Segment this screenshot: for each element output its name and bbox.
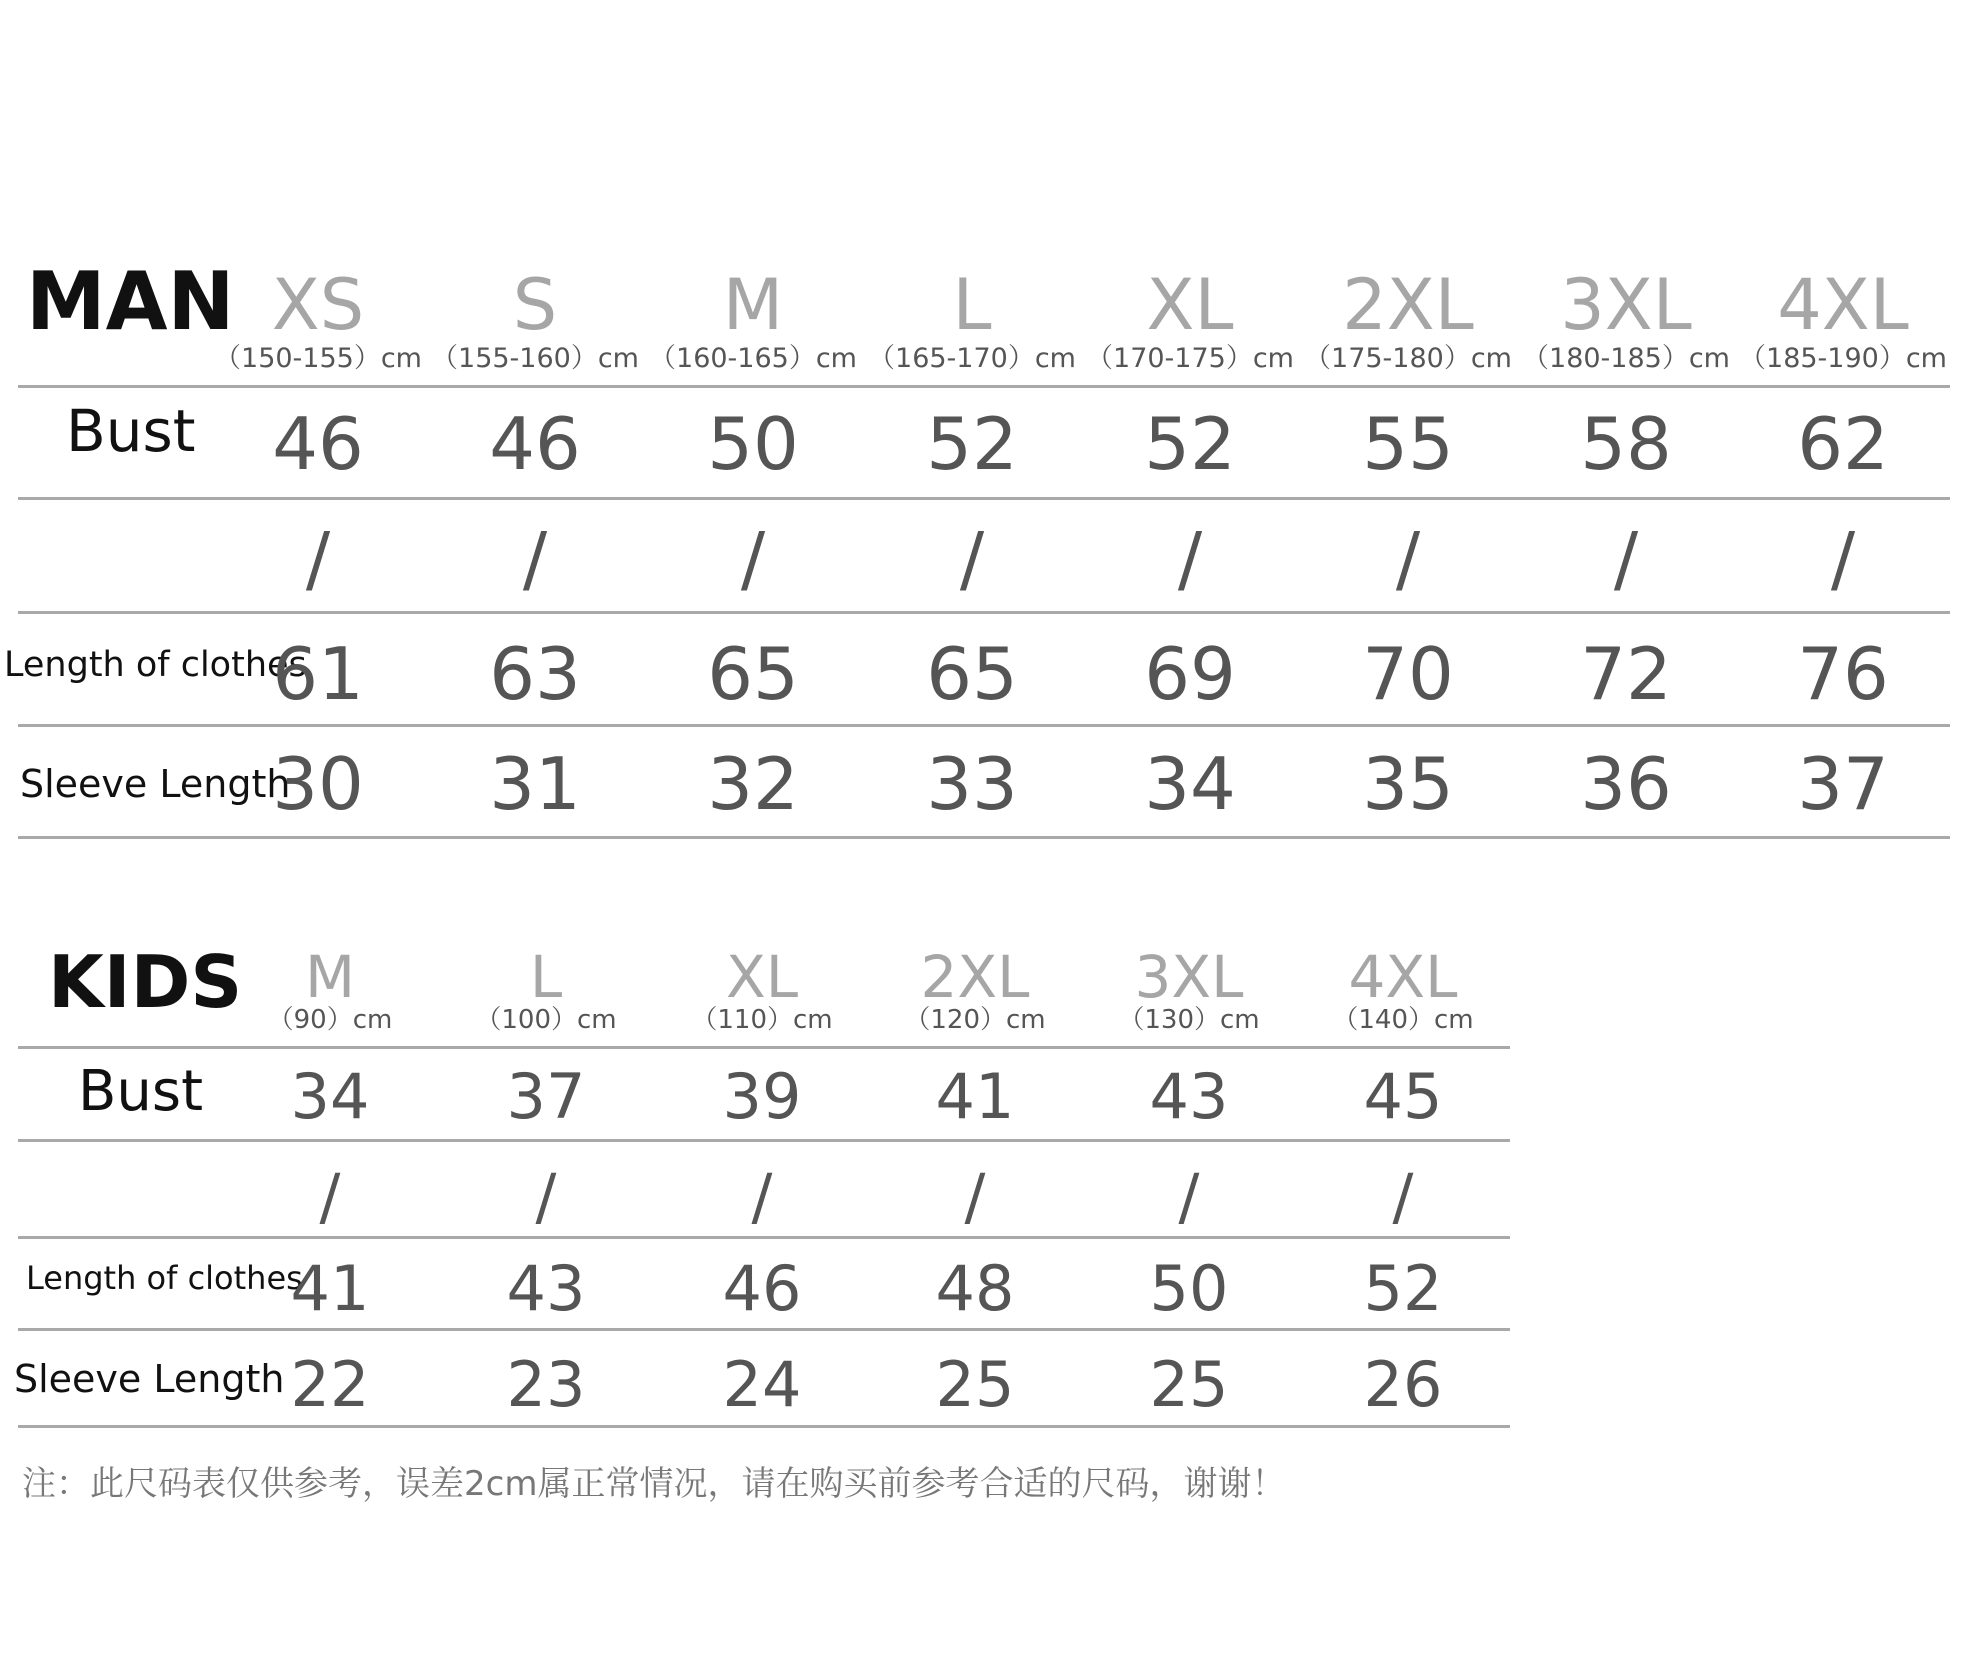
man-measurement-value: / (740, 517, 766, 601)
kids-measurement-value: 43 (1149, 1060, 1229, 1133)
kids-row-divider (18, 1236, 1510, 1239)
kids-measurement-value: 26 (1363, 1348, 1443, 1421)
kids-measurement-value: 52 (1363, 1252, 1443, 1325)
man-height-range: （180-185）cm (1522, 343, 1730, 374)
kids-measurement-value: / (1178, 1160, 1200, 1233)
kids-size-label: 4XL (1348, 943, 1458, 1011)
man-measurement-value: / (959, 517, 985, 601)
kids-row-label: Bust (78, 1059, 204, 1124)
kids-measurement-value: / (964, 1160, 986, 1233)
man-measurement-value: 65 (707, 632, 799, 716)
man-measurement-value: 58 (1580, 402, 1672, 486)
man-height-range: （150-155）cm (214, 343, 422, 374)
man-measurement-value: 30 (272, 742, 364, 826)
kids-measurement-value: / (751, 1160, 773, 1233)
kids-row-divider (18, 1328, 1510, 1331)
man-measurement-value: 62 (1797, 402, 1889, 486)
kids-measurement-value: 43 (506, 1252, 586, 1325)
kids-measurement-value: / (535, 1160, 557, 1233)
kids-row-label: Sleeve Length (14, 1357, 285, 1401)
man-measurement-value: 61 (272, 632, 364, 716)
man-measurement-value: 63 (489, 632, 581, 716)
kids-row-divider (18, 1046, 1510, 1049)
man-size-label: XL (1146, 264, 1234, 346)
kids-row-divider (18, 1425, 1510, 1428)
kids-measurement-value: 41 (935, 1060, 1015, 1133)
man-measurement-value: 76 (1797, 632, 1889, 716)
kids-height-range: （100）cm (475, 1005, 617, 1035)
man-height-range: （170-175）cm (1086, 343, 1294, 374)
man-measurement-value: 34 (1144, 742, 1236, 826)
man-height-range: （185-190）cm (1739, 343, 1947, 374)
kids-height-range: （120）cm (904, 1005, 1046, 1035)
kids-row-label: Length of clothes (26, 1259, 303, 1297)
kids-measurement-value: 23 (506, 1348, 586, 1421)
kids-height-range: （90）cm (267, 1005, 393, 1035)
man-table-title: MAN (26, 255, 235, 348)
kids-measurement-value: 46 (722, 1252, 802, 1325)
kids-measurement-value: 25 (1149, 1348, 1229, 1421)
man-measurement-value: 65 (926, 632, 1018, 716)
man-size-label: XS (271, 264, 365, 346)
kids-size-label: M (304, 943, 356, 1011)
kids-measurement-value: 24 (722, 1348, 802, 1421)
man-size-label: S (512, 264, 558, 346)
man-measurement-value: 55 (1362, 402, 1454, 486)
kids-size-label: 2XL (920, 943, 1030, 1011)
man-measurement-value: 46 (272, 402, 364, 486)
man-measurement-value: 36 (1580, 742, 1672, 826)
man-measurement-value: / (522, 517, 548, 601)
kids-size-label: XL (725, 943, 799, 1011)
man-size-label: 3XL (1560, 264, 1692, 346)
man-height-range: （175-180）cm (1304, 343, 1512, 374)
man-row-divider (18, 497, 1950, 500)
man-measurement-value: 35 (1362, 742, 1454, 826)
man-measurement-value: 52 (1144, 402, 1236, 486)
kids-measurement-value: 48 (935, 1252, 1015, 1325)
kids-measurement-value: 34 (290, 1060, 370, 1133)
man-size-label: M (722, 264, 784, 346)
man-measurement-value: / (305, 517, 331, 601)
man-measurement-value: 72 (1580, 632, 1672, 716)
kids-measurement-value: 45 (1363, 1060, 1443, 1133)
man-measurement-value: 46 (489, 402, 581, 486)
man-row-divider (18, 385, 1950, 388)
man-row-label: Length of clothes (4, 645, 307, 685)
man-measurement-value: 69 (1144, 632, 1236, 716)
kids-table-title: KIDS (48, 940, 243, 1024)
kids-height-range: （110）cm (691, 1005, 833, 1035)
man-size-label: 2XL (1342, 264, 1474, 346)
man-measurement-value: / (1177, 517, 1203, 601)
man-measurement-value: 32 (707, 742, 799, 826)
man-measurement-value: 37 (1797, 742, 1889, 826)
kids-measurement-value: / (1392, 1160, 1414, 1233)
man-measurement-value: 33 (926, 742, 1018, 826)
kids-measurement-value: 25 (935, 1348, 1015, 1421)
man-measurement-value: 52 (926, 402, 1018, 486)
man-height-range: （160-165）cm (649, 343, 857, 374)
man-row-label: Bust (66, 397, 196, 465)
man-size-label: 4XL (1777, 264, 1909, 346)
man-row-divider (18, 836, 1950, 839)
kids-row-divider (18, 1139, 1510, 1142)
man-measurement-value: 50 (707, 402, 799, 486)
man-row-divider (18, 611, 1950, 614)
kids-size-label: L (529, 943, 563, 1011)
man-measurement-value: 31 (489, 742, 581, 826)
kids-height-range: （130）cm (1118, 1005, 1260, 1035)
size-note: 注：此尺码表仅供参考，误差2cm属正常情况，请在购买前参考合适的尺码，谢谢！ (22, 1464, 1286, 1504)
man-row-label: Sleeve Length (20, 762, 291, 806)
man-height-range: （165-170）cm (868, 343, 1076, 374)
kids-measurement-value: 22 (290, 1348, 370, 1421)
kids-measurement-value: 41 (290, 1252, 370, 1325)
man-measurement-value: 70 (1362, 632, 1454, 716)
kids-measurement-value: 39 (722, 1060, 802, 1133)
kids-measurement-value: / (319, 1160, 341, 1233)
kids-measurement-value: 50 (1149, 1252, 1229, 1325)
kids-height-range: （140）cm (1332, 1005, 1474, 1035)
man-measurement-value: / (1830, 517, 1856, 601)
man-height-range: （155-160）cm (431, 343, 639, 374)
kids-size-label: 3XL (1134, 943, 1244, 1011)
man-measurement-value: / (1613, 517, 1639, 601)
kids-measurement-value: 37 (506, 1060, 586, 1133)
man-measurement-value: / (1395, 517, 1421, 601)
man-row-divider (18, 724, 1950, 727)
man-size-label: L (952, 264, 992, 346)
